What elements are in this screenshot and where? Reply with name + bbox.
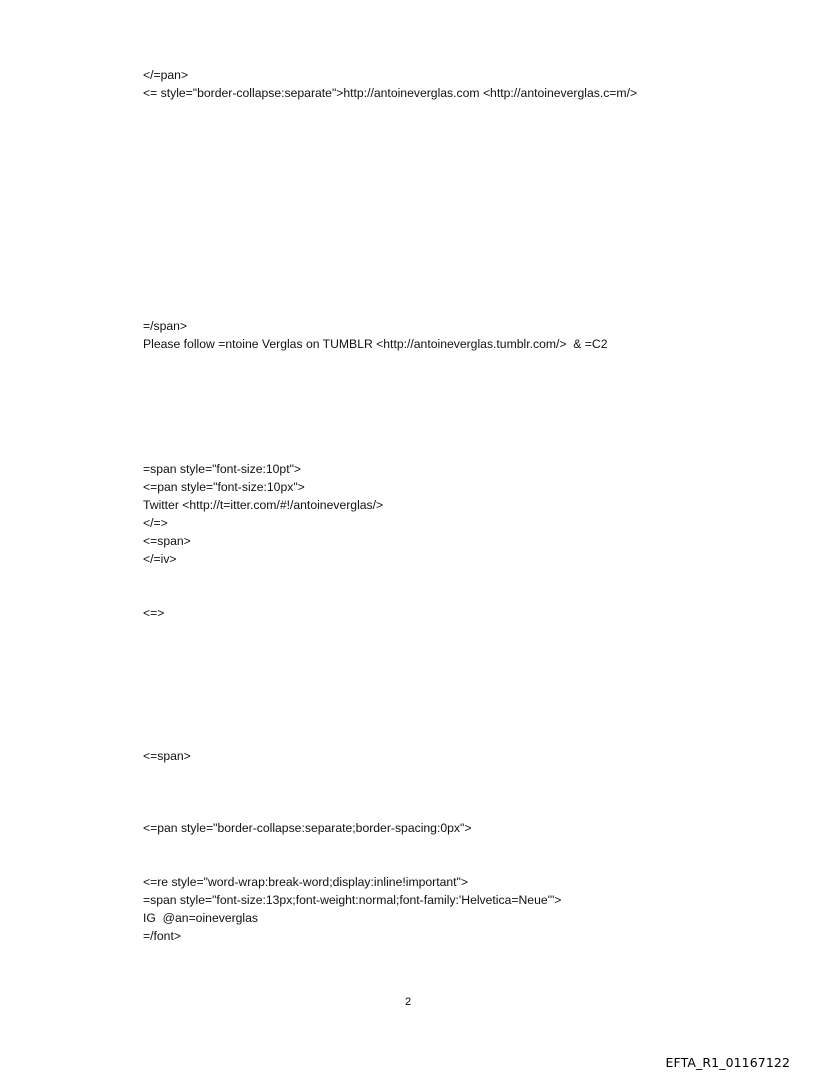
text-line: <= style="border-collapse:separate">http://antoineverglas.com <http://antoineverglas.c=m/>	[143, 86, 638, 100]
text-line: =span style="font-size:10pt">	[143, 462, 302, 476]
page-number: 2	[404, 996, 412, 1008]
text-line: IG @an=oineverglas	[143, 911, 259, 925]
text-line: =span style="font-size:13px;font-weight:normal;font-family:'Helvetica=Neue'">	[143, 893, 562, 907]
document-id: EFTA_R1_01167122	[665, 1055, 790, 1070]
text-line: <=pan style="font-size:10px">	[143, 480, 305, 494]
text-line: Twitter <http://t=itter.com/#!/antoineverglas/>	[143, 498, 384, 512]
text-line: =/span>	[143, 319, 188, 333]
text-line: </=iv>	[143, 552, 177, 566]
text-line: <=>	[143, 606, 165, 620]
text-line: </=>	[143, 516, 168, 530]
text-line: </=pan>	[143, 68, 189, 82]
text-line: <=span>	[143, 534, 191, 548]
text-line: Please follow =ntoine Verglas on TUMBLR <http://antoineverglas.tumblr.com/> & =C2	[143, 337, 608, 351]
text-line: =/font>	[143, 929, 181, 943]
text-line: <=re style="word-wrap:break-word;display:inline!important">	[143, 875, 468, 889]
text-line: <=span>	[143, 749, 191, 763]
text-line: <=pan style="border-collapse:separate;border-spacing:0px">	[143, 821, 472, 835]
